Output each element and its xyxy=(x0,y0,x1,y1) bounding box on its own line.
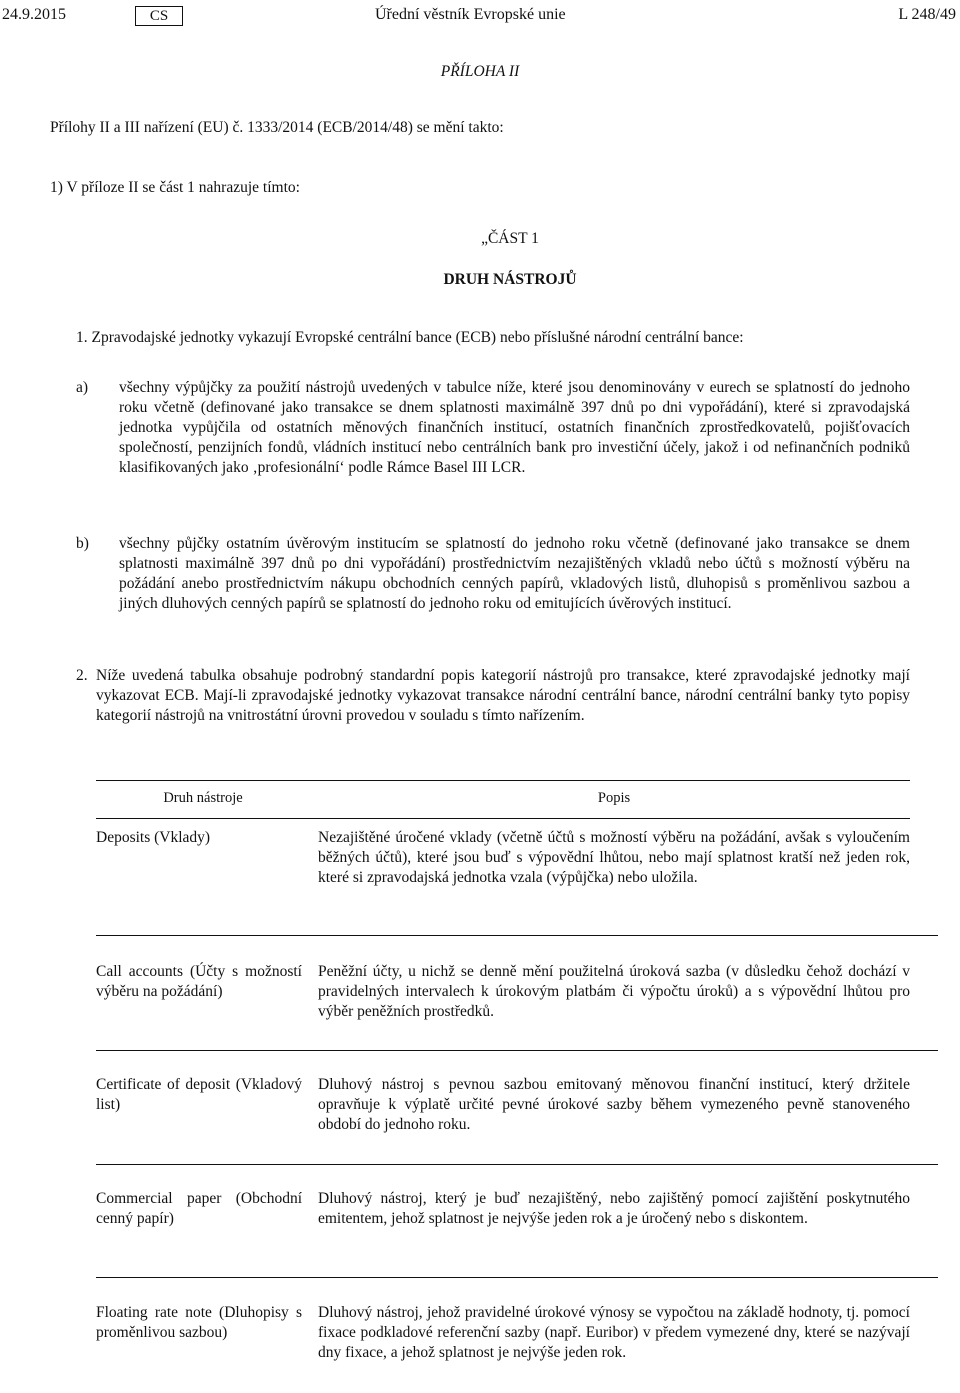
table-header-type: Druh nástroje xyxy=(163,790,243,806)
table-cell-description: Peněžní účty, u nichž se denně mění použitelná úroková sazba (v důsledku čehož dochází v pravidelných intervalech k úrokovým platbám či výpočtu úroků) a s výpovědní lhůtou pro výběr peněžních prostředků. xyxy=(318,963,910,1020)
list-item-label: a) xyxy=(76,379,89,396)
publication-date: 24.9.2015 xyxy=(2,6,66,23)
table-row-rule xyxy=(96,935,938,936)
list-item-text: všechny výpůjčky za použití nástrojů uvedených v tabulce níže, které jsou denominovány v eurech se splatností do jednoho roku včetně (definované jako transakce se dnem splatnosti maximálně 397 dnů po dni vypořádání), které si zpravodajská jednotka vypůjčila od ostatních měnových finančních institucí, ostatních finančních zprostředkovatelů, pojišťovacích společností, penzijních fondů, vládních institucí nebo centrálních bank pro investiční účely, jakož i od nefinančních podniků klasifikovaných jako ‚profesionální‘ podle Rámce Basel III LCR. xyxy=(119,379,910,476)
language-badge: CS xyxy=(135,6,183,26)
table-row-rule xyxy=(96,1050,938,1051)
list-item-text: všechny půjčky ostatním úvěrovým institucím se splatností do jednoho roku včetně (definované jako transakce se dnem splatnosti maximálně 397 dnů po dni vypořádání) prostřednictvím nezajištěných vkladů nebo účtů s možností výběru na požádání anebo prostřednictvím nákupu obchodních cenných papírů, vkladových listů, dluhopisů s proměnlivou sazbou a jiných dluhových cenných papírů se splatností do jednoho roku od emitujících úvěrových institucí. xyxy=(119,535,910,612)
table-cell-type: Commercial paper (Obchodní cenný papír) xyxy=(96,1190,302,1227)
table-cell-description: Dluhový nástroj, který je buď nezajištěný, nebo zajištěný pomocí zajištění poskytnutého emitentem, jehož splatnost je nejvýše jeden rok a je úročený nebo s diskontem. xyxy=(318,1190,910,1227)
paragraph-2-label: 2. xyxy=(76,667,88,684)
table-cell-description: Nezajištěné úročené vklady (včetně účtů s možností výběru na požádání, avšak s vyloučením běžných účtů), které jsou buď s výpovědní lhůtou, nebo mají splatnost kratší než jeden rok, které si zpravodajská jednotka vzala (výpůjčka) nebo uložila. xyxy=(318,829,910,886)
annex-title: PŘÍLOHA II xyxy=(440,63,520,80)
table-row-rule xyxy=(96,1277,938,1278)
paragraph-1: 1. Zpravodajské jednotky vykazují Evropské centrální bance (ECB) nebo příslušné národní centrální bance: xyxy=(76,329,744,346)
table-cell-type: Floating rate note (Dluhopisy s proměnlivou sazbou) xyxy=(96,1304,302,1341)
table-cell-type: Deposits (Vklady) xyxy=(96,829,211,846)
list-item-label: b) xyxy=(76,535,89,552)
table-header-rule xyxy=(96,818,910,819)
table-cell-type: Call accounts (Účty s možností výběru na požádání) xyxy=(96,963,302,1000)
page-header xyxy=(0,6,960,30)
table-cell-description: Dluhový nástroj s pevnou sazbou emitovaný měnovou finanční institucí, který držitele opravňuje k výplatě určité pevné úrokové sazby během vymezeného pevně stanoveného období do jednoho roku. xyxy=(318,1076,910,1133)
table-row-rule xyxy=(96,1164,938,1165)
table-cell-description: Dluhový nástroj, jehož pravidelné úrokové výnosy se vypočtou na základě hodnoty, tj. pomocí fixace podkladové referenční sazby (např. Euribor) v předem vymezené dny, které se nazývají dny fixace, a jehož splatnost je nejvýše jeden rok. xyxy=(318,1304,910,1361)
part-subtitle: DRUH NÁSTROJŮ xyxy=(443,271,577,288)
amendment-item-1: 1) V příloze II se část 1 nahrazuje tímto: xyxy=(50,179,300,196)
intro-paragraph: Přílohy II a III nařízení (EU) č. 1333/2014 (ECB/2014/48) se mění takto: xyxy=(50,119,504,136)
table-cell-type: Certificate of deposit (Vkladový list) xyxy=(96,1076,302,1113)
table-header-description: Popis xyxy=(597,790,631,806)
journal-title: Úřední věstník Evropské unie xyxy=(375,6,566,23)
page-number: L 248/49 xyxy=(898,6,956,23)
table-top-rule xyxy=(96,780,910,781)
part-title: „ČÁST 1 xyxy=(481,230,539,247)
paragraph-2-text: Níže uvedená tabulka obsahuje podrobný standardní popis kategorií nástrojů pro transakce, které zpravodajské jednotky mají vykazovat ECB. Mají-li zpravodajské jednotky vykazovat transakce národní centrální bance, národní centrální banky tyto popisy kategorií nástrojů na vnitrostátní úrovni provedou v souladu s tímto nařízením. xyxy=(96,667,910,724)
